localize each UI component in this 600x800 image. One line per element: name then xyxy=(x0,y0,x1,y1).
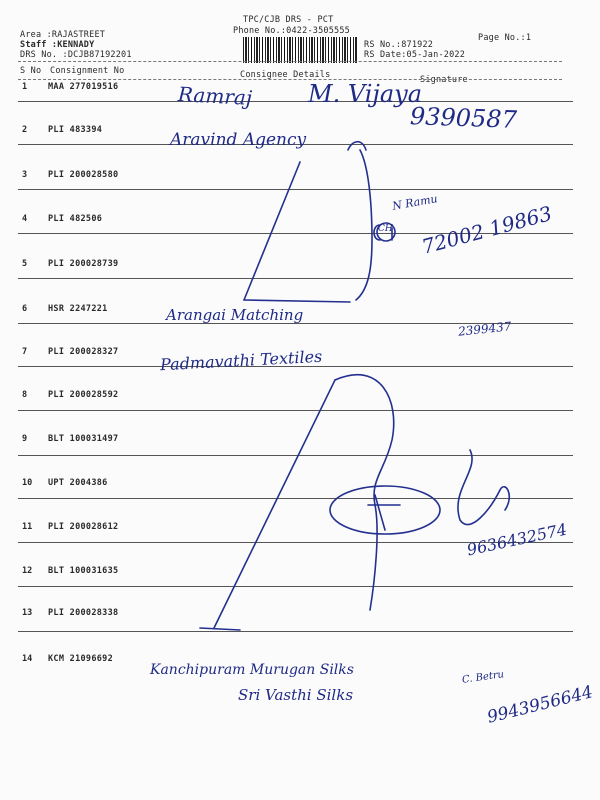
handwritten-consignee: Kanchipuram Murugan Silks xyxy=(150,662,354,678)
area-label: Area :RAJASTREET xyxy=(20,30,106,40)
row-sno: 11 xyxy=(22,522,33,532)
handwritten-phone: 9636432574 xyxy=(465,519,569,560)
row-sno: 4 xyxy=(22,214,28,224)
row-consignment: HSR 2247221 xyxy=(48,304,108,314)
handwritten-consignee: Ramraj xyxy=(177,82,253,110)
circled-mark xyxy=(330,486,440,534)
row-sno: 9 xyxy=(22,434,28,444)
row-sno: 1 xyxy=(22,82,28,92)
drs-number: DRS No. :DCJB87192201 xyxy=(20,50,132,60)
col-signature: Signature xyxy=(420,75,468,85)
page-number: Page No.:1 xyxy=(478,33,532,43)
handwritten-consignee: Padmavathi Textiles xyxy=(159,346,323,375)
row-sno: 5 xyxy=(22,259,28,269)
row-consignment: PLI 483394 xyxy=(48,125,103,135)
row-sno: 14 xyxy=(22,654,33,664)
rs-date: RS Date:05-Jan-2022 xyxy=(364,50,466,60)
long-stroke-left xyxy=(214,380,335,628)
row-sno: 3 xyxy=(22,170,28,180)
bracket-stroke xyxy=(356,150,372,300)
hash-mark xyxy=(368,495,400,530)
stroke-foot xyxy=(200,628,240,630)
col-consignment: Consignment No xyxy=(50,66,125,76)
handwritten-signature: M. Vijaya xyxy=(308,80,423,108)
bracket-base xyxy=(244,300,350,302)
bracket-stroke-left xyxy=(244,162,300,300)
row-consignment: UPT 2004386 xyxy=(48,478,108,488)
row-sno: 2 xyxy=(22,125,28,135)
handwritten-phone: 9943956644 xyxy=(485,682,595,728)
handwritten-phone: 72002 19863 xyxy=(419,201,555,259)
col-consignee: Consignee Details xyxy=(240,70,331,80)
handwritten-phone: 9390587 xyxy=(409,102,518,134)
row-consignment: PLI 200028612 xyxy=(48,522,119,532)
row-consignment: PLI 200028327 xyxy=(48,347,119,357)
handwritten-mark: CH xyxy=(378,224,393,234)
row-consignment: PLI 200028592 xyxy=(48,390,119,400)
row-consignment: PLI 200028739 xyxy=(48,259,119,269)
handwritten-signature: C. Betru xyxy=(461,669,505,686)
row-consignment: MAA 277019516 xyxy=(48,82,119,92)
long-stroke-right xyxy=(335,375,394,610)
row-consignment: PLI 200028338 xyxy=(48,608,119,618)
sheet-title: TPC/CJB DRS - PCT xyxy=(243,15,334,25)
row-sno: 8 xyxy=(22,390,28,400)
row-sno: 12 xyxy=(22,566,33,576)
handwritten-phone: 2399437 xyxy=(457,319,513,339)
rs-number: RS No.:871922 xyxy=(364,40,434,50)
row-sno: 13 xyxy=(22,608,33,618)
row-sno: 7 xyxy=(22,347,28,357)
handwritten-consignee: Aravind Agency xyxy=(170,130,307,150)
row-sno: 6 xyxy=(22,304,28,314)
signature-squiggle xyxy=(458,450,509,525)
handwritten-consignee: Sri Vasthi Silks xyxy=(238,686,354,704)
row-consignment: PLI 200028580 xyxy=(48,170,119,180)
handwritten-consignee: Arangai Matching xyxy=(166,306,304,324)
row-consignment: PLI 482506 xyxy=(48,214,103,224)
phone-number: Phone No.:0422-3505555 xyxy=(233,26,350,36)
col-sno: S No xyxy=(20,66,42,76)
row-consignment: KCM 21096692 xyxy=(48,654,114,664)
handwritten-signature: N Ramu xyxy=(391,192,439,213)
row-consignment: BLT 100031635 xyxy=(48,566,119,576)
bracket-hook xyxy=(348,142,366,150)
row-sno: 10 xyxy=(22,478,33,488)
staff-label: Staff :KENNADY xyxy=(20,40,95,50)
row-consignment: BLT 100031497 xyxy=(48,434,119,444)
